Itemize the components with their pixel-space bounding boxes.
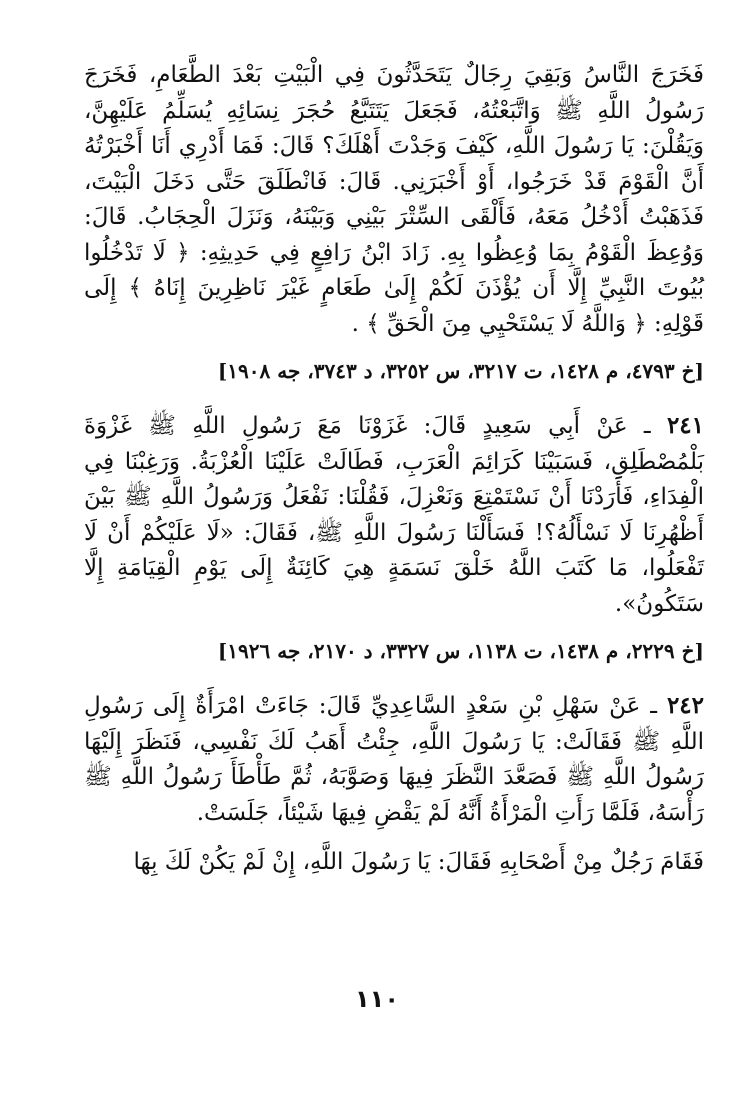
hadith-241-text: عَنْ أَبِي سَعِيدٍ قَالَ: غَزَوْنَا مَعَ رَسُولِ اللَّهِ ﷺ غَزْوَةَ بَلْمُصْطَلِقِ، فَسَبَيْنَا كَرَائِمَ الْعَرَبِ، فَطَالَتْ عَلَيْنَا الْعُزْبَةُ. وَرَغِبْنَا فِي الْفِدَاءِ، فَأَرَدْنَا أَنْ نَسْتَمْتِعَ وَنَعْزِلَ، فَقُلْنَا: نَفْعَلُ وَرَسُولُ اللَّهِ ﷺ بَيْنَ أَظْهُرِنَا لَا نَسْأَلُهُ؟! فَسَأَلْنَا رَسُولَ اللَّهِ ﷺ، فَقَالَ: «لَا عَلَيْكُمْ أَنْ لَا تَفْعَلُوا، مَا كَتَبَ اللَّهُ خَلْقَ نَسَمَةٍ هِيَ كَائِنَةٌ إِلَى يَوْمِ الْقِيَامَةِ إِلَّا سَتَكُونُ». (84, 413, 704, 617)
hadith-241-reference: [خ ٢٢٢٩، م ١٤٣٨، ت ١١٣٨، س ٣٣٢٧، د ٢١٧٠، جه ١٩٢٦] (217, 639, 704, 663)
hadith-241-number: ٢٤١ (666, 412, 705, 439)
quran-verse-2: ﴿ وَاللَّهُ لَا يَسْتَحْيِي مِنَ الْحَقِّ ﴾ (366, 310, 647, 337)
hadith-240-reference: [خ ٤٧٩٣، م ١٤٢٨، ت ٣٢١٧، س ٣٢٥٢، د ٣٧٤٣، جه ١٩٠٨] (217, 359, 704, 383)
hadith-242-continuation: فَقَامَ رَجُلٌ مِنْ أَصْحَابِهِ فَقَالَ: يَا رَسُولَ اللَّهِ، إِنْ لَمْ يَكُنْ لَكَ بِهَا (133, 849, 704, 875)
hadith-240-end: . (351, 310, 359, 337)
page-number: ١١٠ (355, 985, 399, 1013)
hadith-240-continued (84, 58, 704, 342)
quran-verse-1: ﴿ لَا تَدْخُلُوا بُيُوتَ النَّبِيِّ إِلَّا أَن يُؤْذَنَ لَكُمْ إِلَىٰ طَعَامٍ غَيْرَ نَاظِرِينَ إِنَاهُ ﴾ (84, 239, 704, 301)
hadith-241 (84, 408, 704, 622)
hadith-241-dash: ـ (643, 413, 651, 439)
hadith-240-text: فَخَرَجَ النَّاسُ وَبَقِيَ رِجَالٌ يَتَحَدَّثُونَ فِي الْبَيْتِ بَعْدَ الطَّعَامِ، فَخَرَجَ رَسُولُ اللَّهِ ﷺ وَاتَّبَعْتُهُ، فَجَعَلَ يَتَتَبَّعُ حُجَرَ نِسَائِهِ يُسَلِّمُ عَلَيْهِنَّ، وَيَقُلْنَ: يَا رَسُولَ اللَّهِ، كَيْفَ وَجَدْتَ أَهْلَكَ؟ قَالَ: فَمَا أَدْرِي أَنَا أَخْبَرْتُهُ أَنَّ الْقَوْمَ قَدْ خَرَجُوا، أَوْ أَخْبَرَنِي. قَالَ: فَانْطَلَقَ حَتَّى دَخَلَ الْبَيْتَ، فَذَهَبْتُ أَدْخُلُ مَعَهُ، فَأَلْقَى السِّتْرَ بَيْنِي وَبَيْنَهُ، وَنَزَلَ الْحِجَابُ. قَالَ: وَوُعِظَ الْقَوْمُ بِمَا وُعِظُوا بِهِ. زَادَ ابْنُ رَافِعٍ فِي حَدِيثِهِ: (84, 62, 705, 266)
quran-connector: إِلَى قَوْلِهِ: (84, 275, 704, 337)
hadith-242-text: عَنْ سَهْلِ بْنِ سَعْدٍ السَّاعِدِيِّ قَالَ: جَاءَتْ امْرَأَةٌ إِلَى رَسُولِ اللَّهِ ﷺ فَقَالَتْ: يَا رَسُولَ اللَّهِ، جِئْتُ أَهَبُ لَكَ نَفْسِي، فَنَظَرَ إِلَيْهَا رَسُولُ اللَّهِ ﷺ فَصَعَّدَ النَّظَرَ فِيهَا وَصَوَّبَهُ، ثُمَّ طَأْطَأَ رَسُولُ اللَّهِ ﷺ رَأْسَهُ، فَلَمَّا رَأَتِ الْمَرْأَةُ أَنَّهُ لَمْ يَقْضِ فِيهَا شَيْئاً، جَلَسَتْ. (84, 693, 704, 826)
hadith-242 (84, 688, 704, 831)
hadith-242-dash: ـ (650, 693, 658, 719)
hadith-242-number: ٢٤٢ (666, 692, 705, 719)
page-body (84, 58, 704, 881)
